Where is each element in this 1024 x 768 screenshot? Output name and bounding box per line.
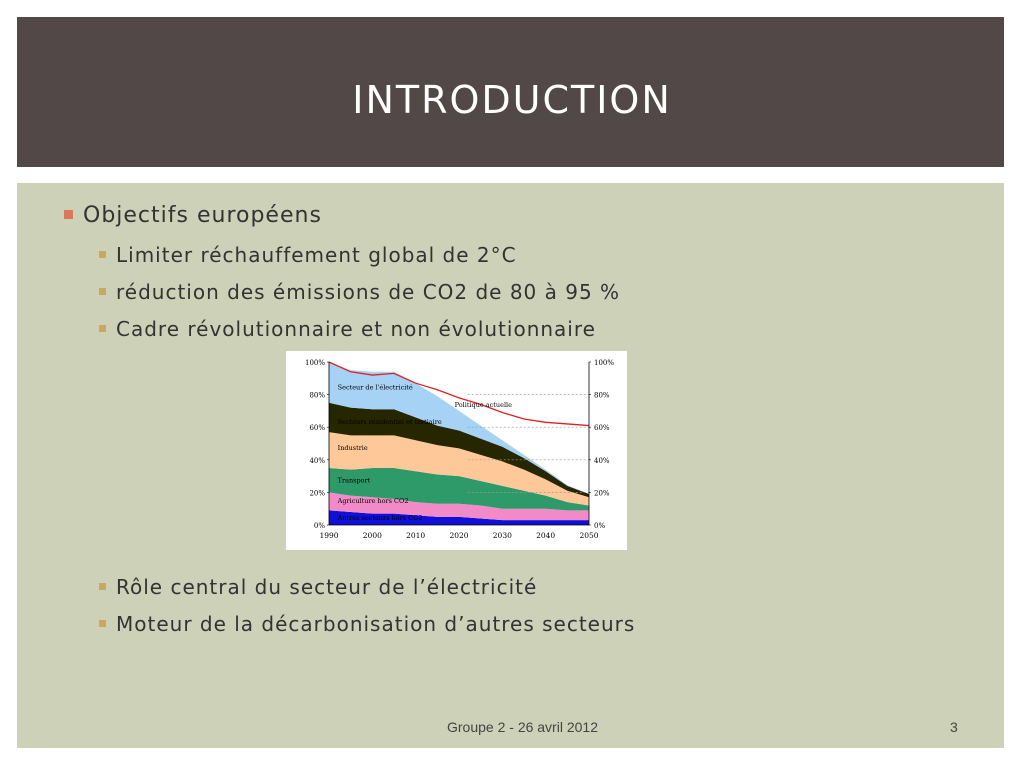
subbullet-cadre (99, 317, 596, 341)
bullet-square-icon (99, 288, 106, 295)
slide-title: INTRODUCTION (352, 78, 672, 122)
subbullet-role (99, 575, 537, 599)
y-tick-label-left: 80% (309, 391, 325, 400)
bullet-square-icon (99, 325, 106, 332)
x-tick-label: 2030 (492, 531, 512, 540)
subbullet-text: Cadre révolutionnaire et non évolutionnaire (116, 317, 596, 341)
bullet-objectifs (64, 203, 322, 228)
x-tick-label: 1990 (319, 531, 339, 540)
y-tick-label-right: 60% (594, 424, 610, 433)
series-label: Politique actuelle (454, 400, 512, 409)
emissions-chart (286, 351, 627, 550)
series-label: Transport (337, 476, 371, 485)
series-label: Secteur de l'électricité (337, 383, 413, 392)
subbullet-text: Limiter réchauffement global de 2°C (116, 243, 517, 267)
y-tick-label-left: 60% (309, 424, 325, 433)
bullet-square-icon (99, 583, 106, 590)
subbullet-limiter (99, 243, 517, 267)
y-tick-label-left: 100% (304, 359, 325, 367)
bullet-square-icon (64, 210, 73, 219)
y-tick-label-right: 80% (594, 391, 610, 400)
emissions-chart-svg (286, 351, 627, 550)
bullet-square-icon (99, 620, 106, 627)
series-label: Agriculture hors CO2 (337, 496, 409, 505)
y-tick-label-left: 40% (309, 456, 325, 465)
series-label: Autres secteurs hors CO2 (337, 514, 423, 523)
series-label: Secteurs résidentiel et tertiaire (337, 417, 442, 426)
subbullet-text: Rôle central du secteur de l’électricité (116, 575, 538, 599)
subbullet-reduction (99, 280, 620, 304)
y-tick-label-right: 100% (594, 359, 615, 367)
subbullet-moteur (99, 612, 635, 636)
y-tick-label-right: 20% (594, 489, 610, 498)
x-tick-label: 2010 (406, 531, 426, 540)
subbullet-text: Moteur de la décarbonisation d’autres secteurs (116, 612, 636, 636)
footer-text: Groupe 2 - 26 avril 2012 (447, 719, 598, 735)
bullet-text: Objectifs européens (83, 203, 322, 228)
x-tick-label: 2000 (362, 531, 382, 540)
page-number: 3 (950, 719, 958, 735)
x-tick-label: 2040 (536, 531, 556, 540)
y-tick-label-left: 0% (313, 522, 325, 530)
x-tick-label: 2020 (449, 531, 469, 540)
y-tick-label-left: 20% (309, 489, 325, 498)
y-tick-label-right: 40% (594, 456, 610, 465)
series-label: Industrie (337, 444, 368, 453)
y-tick-label-right: 0% (594, 522, 606, 530)
bullet-square-icon (99, 251, 106, 258)
subbullet-text: réduction des émissions de CO2 de 80 à 95 % (116, 280, 621, 304)
x-tick-label: 2050 (579, 531, 599, 540)
